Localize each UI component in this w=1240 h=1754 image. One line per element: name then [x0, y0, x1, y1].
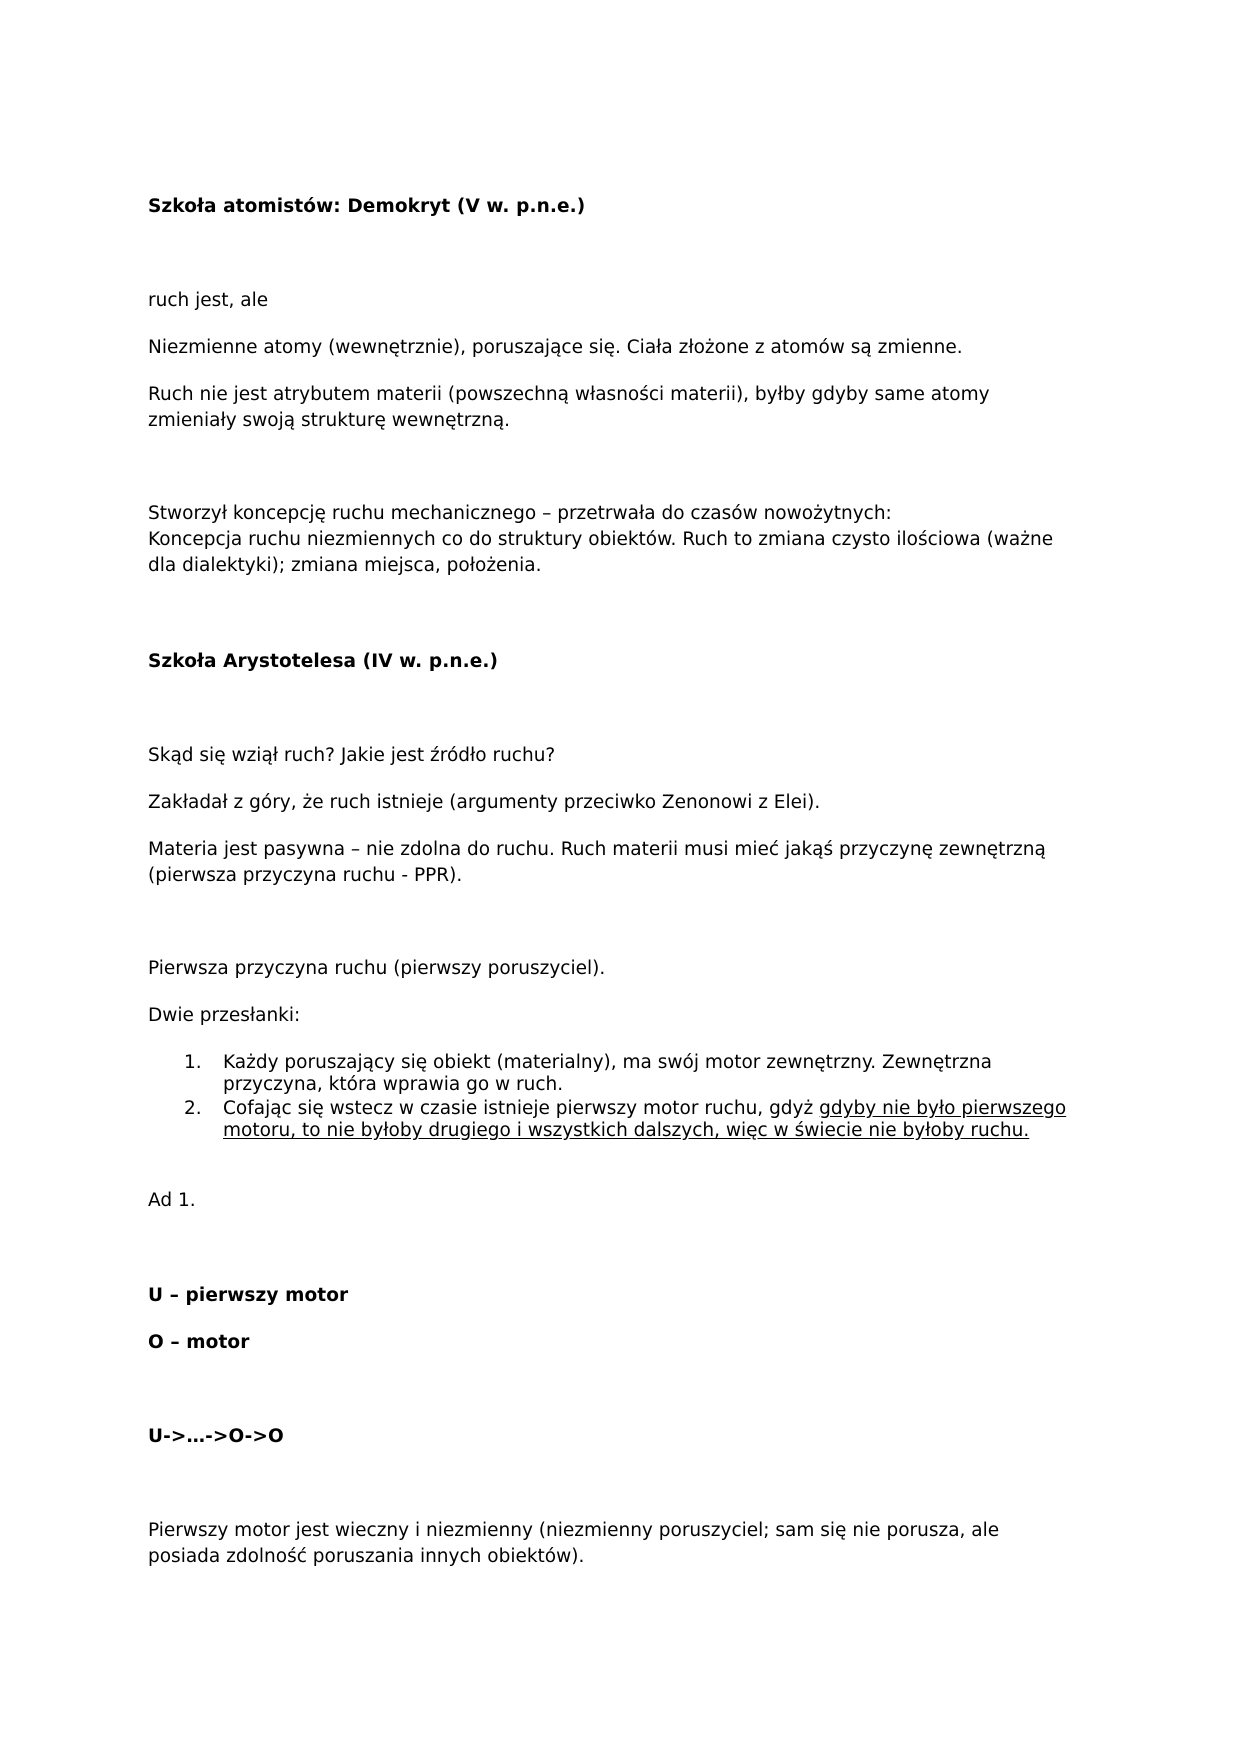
motor-chain: U->…->O->O — [148, 1426, 284, 1447]
paragraph-text: Zakładał z góry, że ruch istnieje (argumenty przeciwko Zenonowi z Elei). — [148, 792, 821, 813]
list-item-text-plain: Cofając się wstecz w czasie istnieje pierwszy motor ruchu, gdyż — [223, 1098, 820, 1119]
legend-motor: O – motor — [148, 1332, 250, 1353]
paragraph-text: Stworzył koncepcję ruchu mechanicznego – przetrwała do czasów nowożytnych: — [148, 503, 892, 524]
paragraph-text: Niezmienne atomy (wewnętrznie), poruszające się. Ciała złożone z atomów są zmienne. — [148, 337, 963, 358]
paragraph-text: Koncepcja ruchu niezmiennych co do struktury obiektów. Ruch to zmiana czysto ilościowa (ważne — [148, 529, 1054, 550]
paragraph-text: Skąd się wziął ruch? Jakie jest źródło ruchu? — [148, 745, 556, 766]
paragraph-text: Materia jest pasywna – nie zdolna do ruchu. Ruch materii musi mieć jakąś przyczynę zewnętrzną — [148, 839, 1046, 860]
paragraph-text: dla dialektyki); zmiana miejsca, położenia. — [148, 555, 542, 576]
section-heading-aristotle: Szkoła Arystotelesa (IV w. p.n.e.) — [148, 651, 499, 672]
underlined-text: gdyby nie było pierwszego — [819, 1098, 1067, 1119]
paragraph-text: (pierwsza przyczyna ruchu - PPR). — [148, 865, 463, 886]
paragraph-text: Dwie przesłanki: — [148, 1005, 301, 1026]
list-item-text: Każdy poruszający się obiekt (materialny), ma swój motor zewnętrzny. Zewnętrzna — [223, 1052, 992, 1073]
paragraph-text: Pierwszy motor jest wieczny i niezmienny (niezmienny poruszyciel; sam się nie porusza, ale — [148, 1520, 1000, 1541]
list-number: 2. — [184, 1098, 202, 1119]
list-item-text — [223, 1098, 1066, 1120]
paragraph-text: ruch jest, ale — [148, 290, 269, 311]
section-heading-atomists: Szkoła atomistów: Demokryt (V w. p.n.e.) — [148, 196, 586, 217]
list-number: 1. — [184, 1052, 202, 1073]
list-item-text: przyczyna, która wprawia go w ruch. — [223, 1074, 564, 1095]
paragraph-text: Ruch nie jest atrybutem materii (powszechną własności materii), byłby gdyby same atomy — [148, 384, 990, 405]
legend-first-motor: U – pierwszy motor — [148, 1285, 349, 1306]
underlined-text: motoru, to nie byłoby drugiego i wszystkich dalszych, więc w świecie nie byłoby ruchu. — [223, 1120, 1030, 1141]
paragraph-text: zmieniały swoją strukturę wewnętrzną. — [148, 410, 511, 431]
paragraph-text: posiada zdolność poruszania innych obiektów). — [148, 1546, 585, 1567]
paragraph-text: Pierwsza przyczyna ruchu (pierwszy poruszyciel). — [148, 958, 606, 979]
paragraph-text: Ad 1. — [148, 1190, 196, 1211]
